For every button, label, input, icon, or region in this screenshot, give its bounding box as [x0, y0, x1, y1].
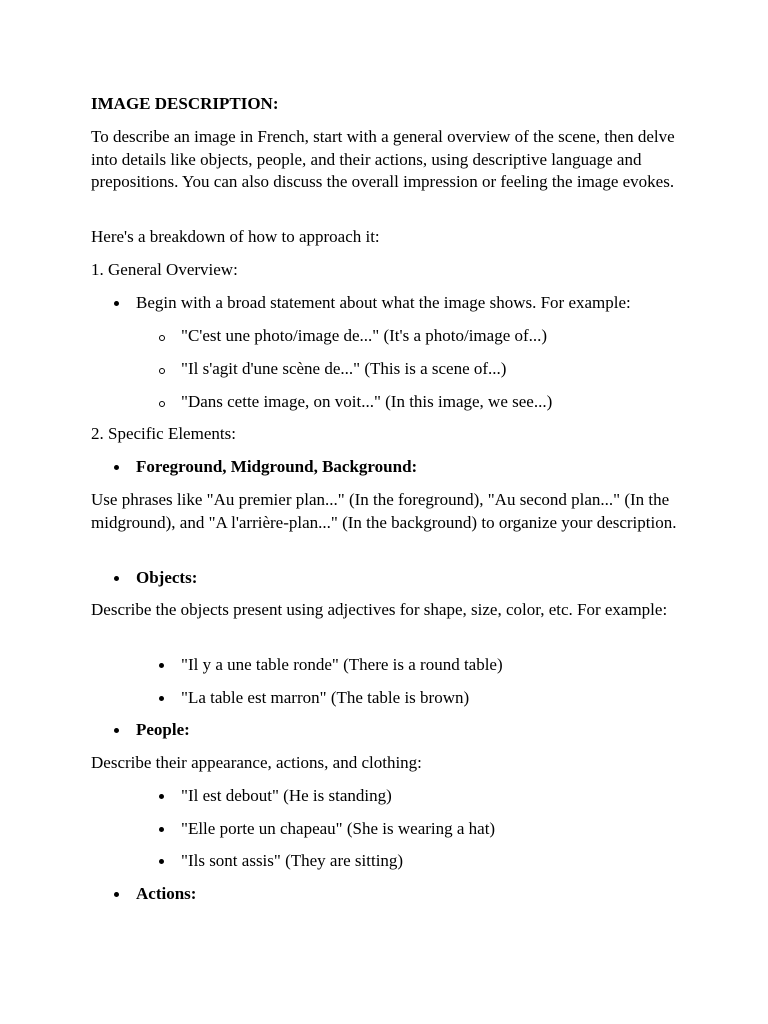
section-1-heading: 1. General Overview:	[91, 260, 238, 279]
list-item	[181, 850, 403, 873]
bullet-circle-icon	[159, 368, 165, 374]
list-item	[181, 358, 506, 381]
list-item	[136, 719, 190, 742]
list-item	[181, 687, 469, 710]
bullet-dot-icon	[159, 663, 164, 668]
list-item	[181, 818, 495, 841]
bullet-circle-icon	[159, 335, 165, 341]
planes-paragraph: Use phrases like "Au premier plan..." (In the foreground), "Au second plan..." (In the midground), and "A l'arrière-plan..." (In the background) to organize your description.	[91, 490, 677, 532]
list-item	[181, 654, 503, 677]
list-item-text: "Dans cette image, on voit..." (In this image, we see...)	[181, 392, 553, 411]
bullet-dot-icon	[114, 465, 119, 470]
list-item-label: People:	[136, 720, 190, 739]
list-item-text: "La table est marron" (The table is brown)	[181, 688, 470, 707]
objects-paragraph: Describe the objects present using adjectives for shape, size, color, etc. For example:	[91, 600, 668, 619]
breakdown-paragraph: Here's a breakdown of how to approach it:	[91, 227, 380, 246]
bullet-dot-icon	[159, 794, 164, 799]
list-item	[136, 456, 417, 479]
list-item-text: "Elle porte un chapeau" (She is wearing a hat)	[181, 819, 496, 838]
list-item-text: "C'est une photo/image de..." (It's a photo/image of...)	[181, 326, 548, 345]
list-item-text: "Ils sont assis" (They are sitting)	[181, 851, 404, 870]
list-item-text: "Il s'agit d'une scène de..." (This is a scene of...)	[181, 359, 507, 378]
list-item	[181, 325, 547, 348]
bullet-dot-icon	[114, 892, 119, 897]
people-paragraph: Describe their appearance, actions, and clothing:	[91, 753, 422, 772]
bullet-dot-icon	[114, 728, 119, 733]
list-item-text: "Il y a une table ronde" (There is a round table)	[181, 655, 503, 674]
bullet-dot-icon	[114, 576, 119, 581]
list-item-text: Begin with a broad statement about what the image shows. For example:	[136, 293, 631, 312]
list-item	[181, 391, 552, 414]
bullet-dot-icon	[114, 301, 119, 306]
list-item-label: Objects:	[136, 568, 198, 587]
bullet-dot-icon	[159, 827, 164, 832]
section-2-heading: 2. Specific Elements:	[91, 424, 236, 443]
page-title: IMAGE DESCRIPTION:	[91, 94, 279, 113]
list-item-text: "Il est debout" (He is standing)	[181, 786, 392, 805]
list-item	[181, 785, 392, 808]
list-item	[136, 292, 631, 315]
list-item	[136, 567, 197, 590]
list-item-label: Actions:	[136, 884, 197, 903]
bullet-circle-icon	[159, 401, 165, 407]
bullet-dot-icon	[159, 859, 164, 864]
list-item	[136, 883, 196, 906]
intro-paragraph: To describe an image in French, start with a general overview of the scene, then delve into details like objects, people, and their actions, using descriptive language and prepositions. You can also discuss the overall impression or feeling the image evokes.	[91, 127, 675, 191]
list-item-label: Foreground, Midground, Background:	[136, 457, 418, 476]
bullet-dot-icon	[159, 696, 164, 701]
